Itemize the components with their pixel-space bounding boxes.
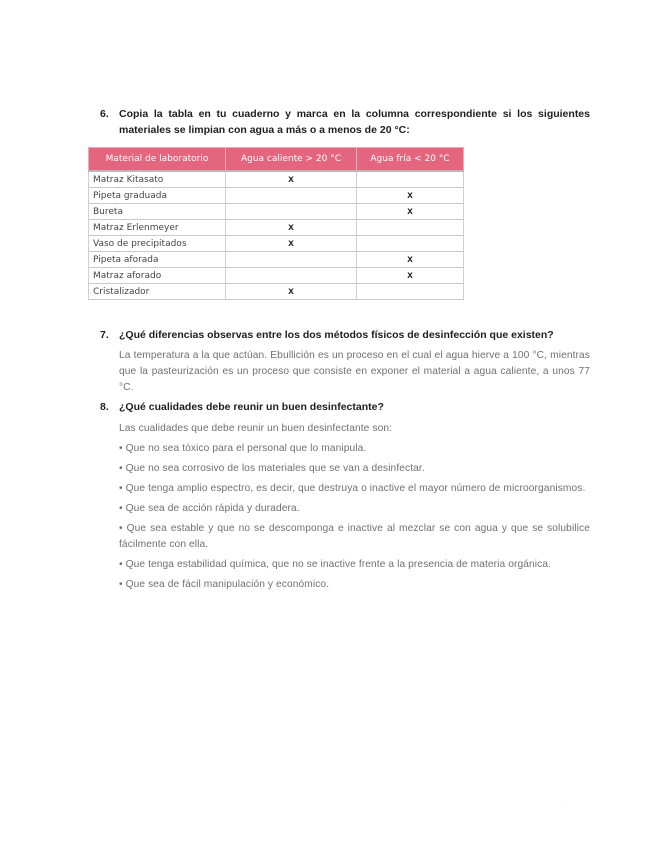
- question-number: 7.: [100, 329, 109, 341]
- hot-mark: x: [226, 220, 357, 236]
- table-row: [89, 284, 464, 300]
- footer-mark: .: [567, 801, 569, 807]
- question-8: [100, 399, 590, 415]
- answer-7: [119, 348, 590, 396]
- material-cell: Cristalizador: [89, 284, 226, 300]
- hot-mark: x: [226, 171, 357, 188]
- material-cell: Vaso de precipitados: [89, 236, 226, 252]
- answer-8: [119, 421, 590, 593]
- bullet-item: • Que sea de fácil manipulación y económico.: [119, 579, 330, 590]
- cold-mark: x: [357, 252, 464, 268]
- table-row: [89, 188, 464, 204]
- cold-mark: x: [357, 204, 464, 220]
- hot-mark: x: [226, 284, 357, 300]
- table-row: [89, 220, 464, 236]
- header-hot-water: Agua caliente > 20 °C: [226, 148, 357, 172]
- answer-text: La temperatura a la que actúan. Ebullición es un proceso en el cual el agua hierve a 100 °C, mientras que la pasteurización es un proceso que consiste en exponer el material a agua caliente, a unos 77 °C.: [119, 350, 590, 393]
- cold-mark: x: [357, 188, 464, 204]
- lab-materials-table: [88, 147, 464, 300]
- cold-mark: [357, 171, 464, 188]
- table-row: [89, 252, 464, 268]
- bullet-item: • Que no sea tóxico para el personal que lo manipula.: [119, 443, 367, 454]
- bullet-item: • Que sea estable y que no se descomponga e inactive al mezclar se con agua y que se solubilice fácilmente con ella.: [119, 523, 590, 550]
- question-number: 8.: [100, 401, 109, 413]
- hot-mark: [226, 204, 357, 220]
- cold-mark: [357, 220, 464, 236]
- table-row: [89, 236, 464, 252]
- table-row: [89, 204, 464, 220]
- header-material: Material de laboratorio: [89, 148, 226, 172]
- hot-mark: [226, 268, 357, 284]
- material-cell: Matraz Erlenmeyer: [89, 220, 226, 236]
- question-number: 6.: [100, 108, 109, 120]
- material-cell: Pipeta aforada: [89, 252, 226, 268]
- cold-mark: [357, 236, 464, 252]
- material-cell: Matraz aforado: [89, 268, 226, 284]
- hot-mark: x: [226, 236, 357, 252]
- question-6: [100, 106, 590, 138]
- cold-mark: [357, 284, 464, 300]
- table-row: [89, 268, 464, 284]
- hot-mark: [226, 188, 357, 204]
- question-text: Copia la tabla en tu cuaderno y marca en la columna correspondiente si los siguientes materiales se limpian con agua a más o a menos de 20 °C:: [119, 108, 590, 136]
- cold-mark: x: [357, 268, 464, 284]
- question-7: [100, 327, 590, 343]
- bullet-item: • Que tenga amplio espectro, es decir, que destruya o inactive el mayor número de microorganismos.: [119, 483, 586, 494]
- table-row: [89, 171, 464, 188]
- table-header-row: [89, 148, 464, 172]
- bullet-item: • Que no sea corrosivo de los materiales que se van a desinfectar.: [119, 463, 425, 474]
- answer-intro: Las cualidades que debe reunir un buen desinfectante son:: [119, 423, 393, 434]
- question-text: ¿Qué cualidades debe reunir un buen desinfectante?: [119, 401, 384, 413]
- hot-mark: [226, 252, 357, 268]
- bullet-item: • Que sea de acción rápida y duradera.: [119, 503, 300, 514]
- material-cell: Bureta: [89, 204, 226, 220]
- material-cell: Pipeta graduada: [89, 188, 226, 204]
- material-cell: Matraz Kitasato: [89, 171, 226, 188]
- bullet-item: • Que tenga estabilidad química, que no se inactive frente a la presencia de materia orgánica.: [119, 559, 552, 570]
- header-cold-water: Agua fría < 20 °C: [357, 148, 464, 172]
- question-text: ¿Qué diferencias observas entre los dos métodos físicos de desinfección que existen?: [119, 329, 554, 341]
